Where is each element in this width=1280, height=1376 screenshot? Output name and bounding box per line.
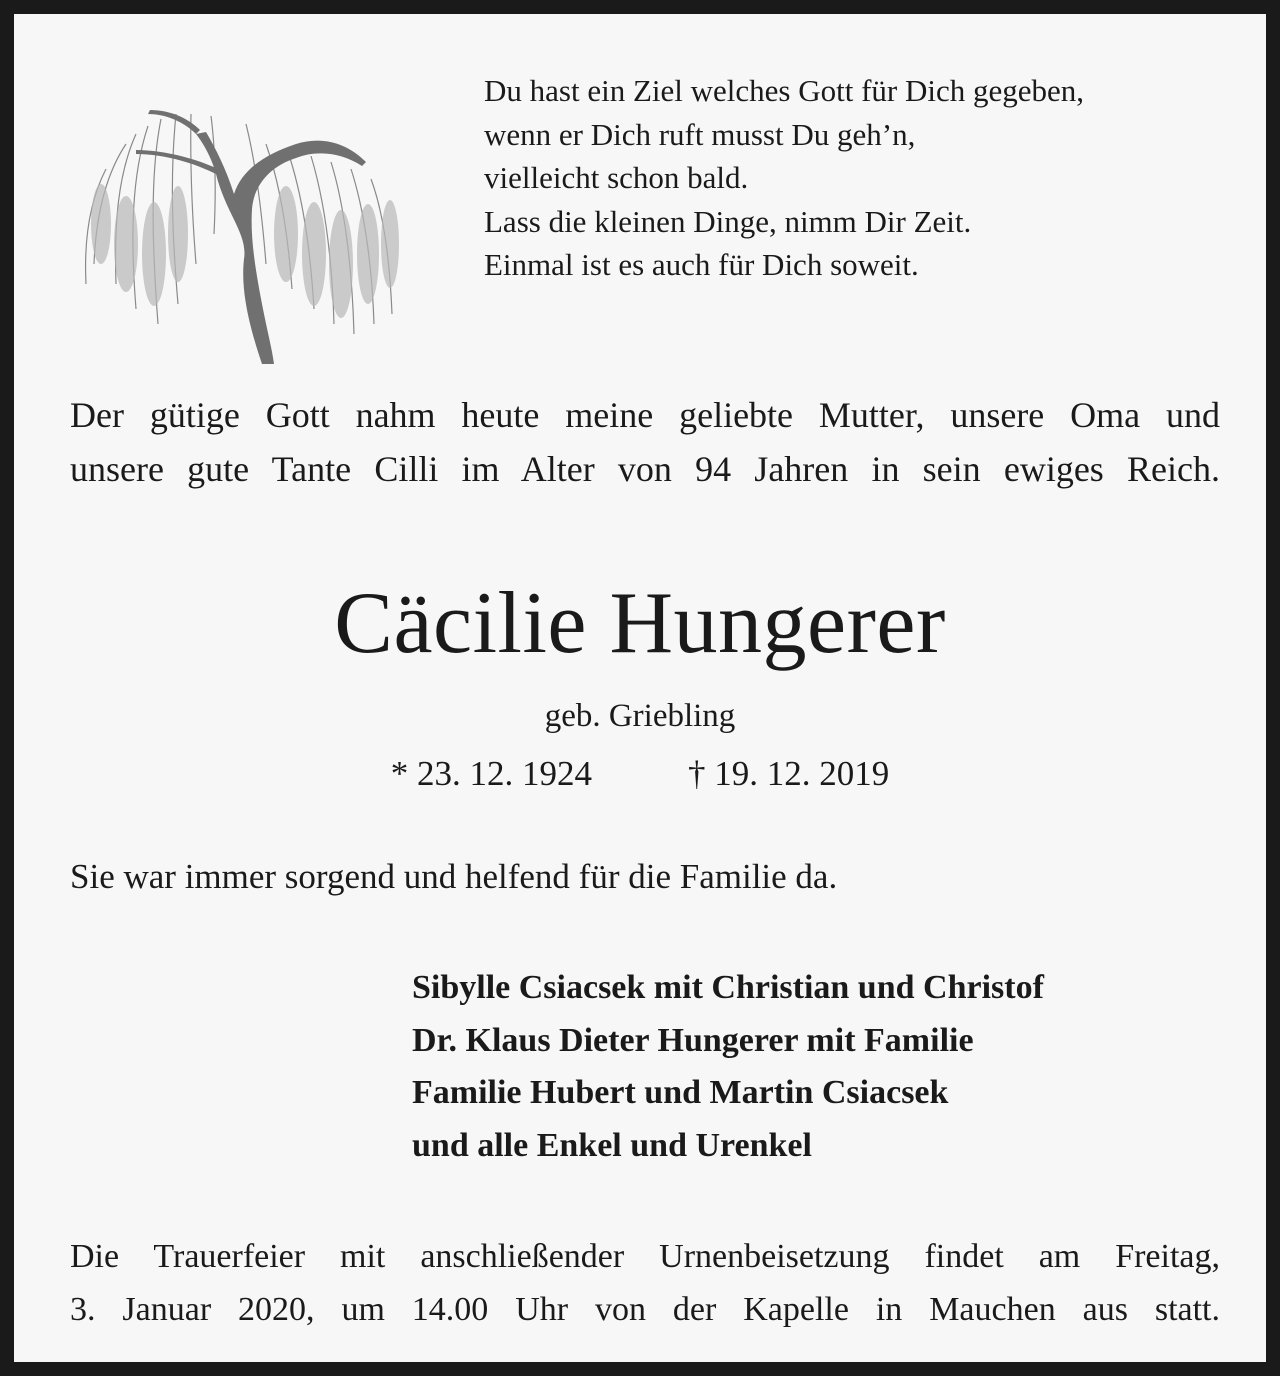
poem-line: Du hast ein Ziel welches Gott für Dich gegeben, <box>484 73 1085 108</box>
obituary-notice <box>14 14 1266 1362</box>
mourner-line: Familie Hubert und Martin Csiacsek <box>412 1074 949 1111</box>
mourner-line: Dr. Klaus Dieter Hungerer mit Familie <box>412 1021 974 1059</box>
deceased-name: Cäcilie Hungerer <box>334 575 946 672</box>
funeral-line: Die Trauerfeier mit anschließender Urnenbeisetzung findet am Freitag, <box>70 1238 1220 1275</box>
death-date: † 19. 12. 2019 <box>688 754 890 793</box>
funeral-info <box>70 1230 1220 1336</box>
funeral-line: 3. Januar 2020, um 14.00 Uhr von der Kapelle in Mauchen aus statt. <box>70 1291 1220 1328</box>
intro-line: Der gütige Gott nahm heute meine geliebte Mutter, unsere Oma und <box>70 395 1220 435</box>
intro-text <box>70 388 1220 496</box>
mourner-line: und alle Enkel und Urenkel <box>412 1126 812 1164</box>
mourner-line: Sibylle Csiacsek mit Christian und Christof <box>412 969 1044 1006</box>
poem-line: Lass die kleinen Dinge, nimm Dir Zeit. <box>484 203 972 239</box>
maiden-name: geb. Griebling <box>544 698 736 734</box>
weeping-willow-icon <box>66 74 406 364</box>
life-dates <box>14 752 1266 796</box>
remark-text: Sie war immer sorgend und helfend für die Familie da. <box>70 857 838 896</box>
poem <box>484 69 1084 287</box>
poem-line: wenn er Dich ruft musst Du geh’n, <box>484 116 916 152</box>
poem-line: vielleicht schon bald. <box>484 160 749 195</box>
birth-date: * 23. 12. 1924 <box>390 754 592 793</box>
poem-line: Einmal ist es auch für Dich soweit. <box>484 247 919 282</box>
intro-line: unsere gute Tante Cilli im Alter von 94 Jahren in sein ewiges Reich. <box>70 449 1220 489</box>
mourners-list <box>412 962 1044 1172</box>
